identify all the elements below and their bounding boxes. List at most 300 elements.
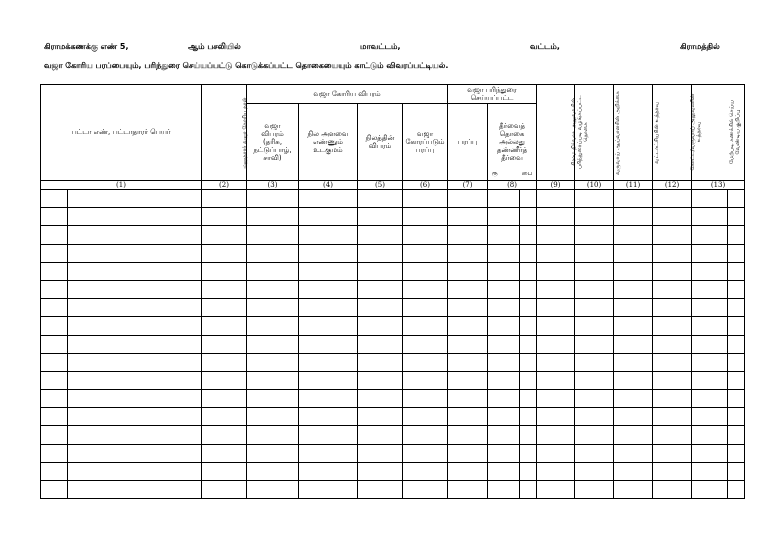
table-cell xyxy=(575,371,614,389)
table-cell xyxy=(575,299,614,317)
table-cell xyxy=(299,353,358,371)
table-cell xyxy=(403,371,448,389)
table-cell xyxy=(575,262,614,280)
col-patta-name: பட்டா எண், பட்டாதாரர் பெயர் xyxy=(41,85,202,181)
table-cell xyxy=(575,462,614,480)
table-cell xyxy=(68,190,202,208)
table-cell xyxy=(520,280,537,298)
table-cell xyxy=(202,299,247,317)
table-cell xyxy=(403,190,448,208)
table-cell xyxy=(358,390,403,408)
table-cell xyxy=(537,353,575,371)
table-cell xyxy=(41,244,68,262)
table-cell xyxy=(728,426,745,444)
table-cell xyxy=(488,371,520,389)
table-cell xyxy=(614,426,653,444)
table-cell xyxy=(247,462,299,480)
table-cell xyxy=(358,371,403,389)
column-number: (5) xyxy=(358,181,403,190)
table-cell xyxy=(537,335,575,353)
table-cell xyxy=(247,371,299,389)
table-cell xyxy=(520,353,537,371)
table-cell xyxy=(403,262,448,280)
table-cell xyxy=(68,280,202,298)
table-row xyxy=(41,390,745,408)
table-cell xyxy=(537,390,575,408)
table-cell xyxy=(403,335,448,353)
table-cell xyxy=(202,408,247,426)
table-cell xyxy=(692,353,728,371)
table-cell xyxy=(202,371,247,389)
table-cell xyxy=(299,444,358,462)
table-cell xyxy=(448,408,488,426)
header-village: கிராமத்தில் xyxy=(680,42,720,51)
table-cell xyxy=(41,481,68,499)
table-cell xyxy=(575,426,614,444)
table-cell xyxy=(614,444,653,462)
table-cell xyxy=(247,244,299,262)
table-cell xyxy=(358,353,403,371)
table-cell xyxy=(488,190,520,208)
table-cell xyxy=(520,462,537,480)
table-cell xyxy=(299,280,358,298)
table-cell xyxy=(403,317,448,335)
table-cell xyxy=(299,317,358,335)
table-cell xyxy=(488,462,520,480)
table-row xyxy=(41,190,745,208)
table-cell xyxy=(614,408,653,426)
table-cell xyxy=(403,462,448,480)
table-cell xyxy=(653,390,692,408)
table-cell xyxy=(728,353,745,371)
table-row xyxy=(41,371,745,389)
table-cell xyxy=(575,208,614,226)
table-cell xyxy=(358,280,403,298)
table-cell xyxy=(575,280,614,298)
table-cell xyxy=(68,299,202,317)
table-cell xyxy=(520,408,537,426)
table-cell xyxy=(358,444,403,462)
table-cell xyxy=(68,390,202,408)
col-area-claimed: வஜா கோரப்படும் பரப்பு xyxy=(403,104,448,181)
table-cell xyxy=(299,462,358,480)
header-district: மாவட்டம், xyxy=(360,42,401,51)
table-cell xyxy=(41,317,68,335)
table-cell xyxy=(614,317,653,335)
table-row xyxy=(41,335,745,353)
table-cell xyxy=(358,335,403,353)
table-cell xyxy=(448,353,488,371)
column-number: (2) xyxy=(202,181,247,190)
rupee-label: ரூ xyxy=(492,170,498,178)
table-cell xyxy=(202,190,247,208)
table-cell xyxy=(403,299,448,317)
table-cell xyxy=(448,317,488,335)
table-cell xyxy=(575,481,614,499)
table-cell xyxy=(247,262,299,280)
table-cell xyxy=(68,462,202,480)
table-cell xyxy=(68,262,202,280)
table-cell xyxy=(202,262,247,280)
table-cell xyxy=(358,262,403,280)
table-cell xyxy=(488,481,520,499)
table-cell xyxy=(41,280,68,298)
table-cell xyxy=(575,353,614,371)
column-number: (11) xyxy=(614,181,653,190)
table-cell xyxy=(247,317,299,335)
table-cell xyxy=(299,262,358,280)
table-cell xyxy=(202,280,247,298)
table-cell xyxy=(520,190,537,208)
table-cell xyxy=(488,244,520,262)
table-cell xyxy=(41,444,68,462)
table-cell xyxy=(728,408,745,426)
table-cell xyxy=(68,226,202,244)
table-cell xyxy=(488,335,520,353)
header-taluk: வட்டம், xyxy=(530,42,560,51)
table-cell xyxy=(692,462,728,480)
table-cell xyxy=(653,408,692,426)
table-cell xyxy=(488,280,520,298)
table-cell xyxy=(520,335,537,353)
table-cell xyxy=(520,317,537,335)
table-cell xyxy=(358,408,403,426)
header-fasli: ஆம் பசலியில் xyxy=(188,42,241,51)
table-cell xyxy=(247,481,299,499)
table-cell xyxy=(41,299,68,317)
table-cell xyxy=(488,444,520,462)
table-cell xyxy=(692,190,728,208)
table-cell xyxy=(247,226,299,244)
table-cell xyxy=(575,444,614,462)
table-cell xyxy=(41,208,68,226)
table-cell xyxy=(488,208,520,226)
table-cell xyxy=(520,244,537,262)
table-cell xyxy=(448,426,488,444)
table-cell xyxy=(202,244,247,262)
table-cell xyxy=(653,371,692,389)
table-cell xyxy=(728,371,745,389)
table-cell xyxy=(653,299,692,317)
table-cell xyxy=(614,244,653,262)
table-cell xyxy=(692,317,728,335)
table-cell xyxy=(728,244,745,262)
table-cell xyxy=(614,262,653,280)
table-cell xyxy=(575,408,614,426)
table-cell xyxy=(358,481,403,499)
table-cell xyxy=(202,462,247,480)
col-ri-report: வருவாய் ஆய்வாளரின் அறிக்கை xyxy=(575,85,614,181)
table-cell xyxy=(520,444,537,462)
table-cell xyxy=(41,353,68,371)
table-row xyxy=(41,317,745,335)
table-cell xyxy=(41,371,68,389)
table-cell xyxy=(537,426,575,444)
table-row xyxy=(41,299,745,317)
table-cell xyxy=(41,408,68,426)
table-cell xyxy=(692,262,728,280)
table-cell xyxy=(537,208,575,226)
table-cell xyxy=(247,408,299,426)
table-cell xyxy=(537,371,575,389)
table-cell xyxy=(41,335,68,353)
table-cell xyxy=(728,481,745,499)
column-number: (7) xyxy=(448,181,488,190)
column-number: (6) xyxy=(403,181,448,190)
table-cell xyxy=(41,426,68,444)
table-cell xyxy=(653,226,692,244)
table-cell xyxy=(728,335,745,353)
table-cell xyxy=(448,244,488,262)
table-cell xyxy=(653,317,692,335)
table-row xyxy=(41,408,745,426)
table-cell xyxy=(247,426,299,444)
table-cell xyxy=(728,390,745,408)
table-cell xyxy=(653,280,692,298)
table-cell xyxy=(537,408,575,426)
table-cell xyxy=(614,390,653,408)
header-description: வஜா கோரிய பரப்பையும், பரிந்துரை செய்யப்பட்டு கொடுக்கப்பட்ட தொகையையும் காட்டும் விவரப்பட்டியல். xyxy=(44,61,449,70)
table-cell xyxy=(728,208,745,226)
table-cell xyxy=(448,462,488,480)
table-cell xyxy=(68,335,202,353)
table-cell xyxy=(537,226,575,244)
table-cell xyxy=(614,208,653,226)
col-area-recommended: பரப்பு xyxy=(448,104,488,181)
table-cell xyxy=(403,408,448,426)
table-cell xyxy=(448,390,488,408)
table-cell xyxy=(692,208,728,226)
table-cell xyxy=(520,481,537,499)
table-cell xyxy=(358,426,403,444)
table-cell xyxy=(653,208,692,226)
table-cell xyxy=(728,462,745,480)
table-cell xyxy=(728,262,745,280)
table-cell xyxy=(488,353,520,371)
table-cell xyxy=(692,426,728,444)
table-cell xyxy=(537,444,575,462)
table-cell xyxy=(614,481,653,499)
table-cell xyxy=(614,353,653,371)
table-row xyxy=(41,226,745,244)
table-cell xyxy=(247,390,299,408)
table-cell xyxy=(614,371,653,389)
table-cell xyxy=(575,190,614,208)
table-cell xyxy=(448,299,488,317)
table-cell xyxy=(728,280,745,298)
table-cell xyxy=(358,226,403,244)
table-cell xyxy=(653,262,692,280)
table-cell xyxy=(728,317,745,335)
table-cell xyxy=(653,190,692,208)
table-cell xyxy=(448,481,488,499)
table-cell xyxy=(299,426,358,444)
table-cell xyxy=(202,317,247,335)
table-cell xyxy=(614,226,653,244)
table-cell xyxy=(692,280,728,298)
column-number: (12) xyxy=(653,181,692,190)
table-cell xyxy=(575,317,614,335)
table-cell xyxy=(202,444,247,462)
col-tahsildar-order: வட்டாட்சியரின் உத்தரவு xyxy=(614,85,653,181)
table-cell xyxy=(614,280,653,298)
table-cell xyxy=(653,244,692,262)
table-cell xyxy=(728,299,745,317)
table-cell xyxy=(403,353,448,371)
table-cell xyxy=(575,244,614,262)
col-claim-date: மனுதாரர் வஜா கோரிய நாள் xyxy=(202,85,247,181)
table-cell xyxy=(358,299,403,317)
table-cell xyxy=(520,426,537,444)
table-cell xyxy=(537,244,575,262)
table-cell xyxy=(488,426,520,444)
table-cell xyxy=(202,353,247,371)
column-number: (3) xyxy=(247,181,299,190)
table-cell xyxy=(448,208,488,226)
table-cell xyxy=(614,462,653,480)
col-rdo-order: கோட்ட/வருவாய் அலுவலரின் உத்தரவு xyxy=(653,85,692,181)
table-cell xyxy=(692,408,728,426)
table-cell xyxy=(68,408,202,426)
table-cell xyxy=(403,280,448,298)
table-cell xyxy=(537,262,575,280)
table-cell xyxy=(68,481,202,499)
table-cell xyxy=(520,299,537,317)
col-assessment-amount: தீர்வைத் தொகை அல்லது தண்ணீர்த் தீர்வை ரூ பை xyxy=(488,104,537,181)
table-cell xyxy=(202,426,247,444)
table-cell xyxy=(520,226,537,244)
table-row xyxy=(41,444,745,462)
col-waiver-type: வஜா விபரம் (தரிசு, நட்டுப்பாழ், சாவி) xyxy=(247,104,299,181)
table-cell xyxy=(41,190,68,208)
table-cell xyxy=(403,426,448,444)
table-cell xyxy=(202,226,247,244)
table-cell xyxy=(358,208,403,226)
table-cell xyxy=(653,353,692,371)
table-cell xyxy=(653,444,692,462)
table-cell xyxy=(247,335,299,353)
table-cell xyxy=(537,481,575,499)
table-cell xyxy=(448,262,488,280)
col-remarks: மேற்படி கணக்கில் செய்ய வேண்டிய குறிப்பு xyxy=(692,85,745,181)
table-cell xyxy=(41,226,68,244)
group-waiver-details: வஜா கோரிய விபரம் xyxy=(247,85,448,104)
table-cell xyxy=(488,390,520,408)
header-village-account-no: கிராமக்கணக்கு எண் 5, xyxy=(44,42,129,51)
table-cell xyxy=(403,481,448,499)
table-cell xyxy=(403,444,448,462)
table-cell xyxy=(537,280,575,298)
table-row xyxy=(41,481,745,499)
table-row xyxy=(41,462,745,480)
table-cell xyxy=(448,371,488,389)
table-cell xyxy=(358,190,403,208)
table-cell xyxy=(653,426,692,444)
table-cell xyxy=(614,299,653,317)
table-cell xyxy=(692,226,728,244)
table-cell xyxy=(488,317,520,335)
table-cell xyxy=(575,226,614,244)
column-number: (1) xyxy=(41,181,202,190)
table-cell xyxy=(68,317,202,335)
table-cell xyxy=(68,444,202,462)
table-cell xyxy=(448,190,488,208)
table-row xyxy=(41,244,745,262)
table-cell xyxy=(299,408,358,426)
table-cell xyxy=(202,481,247,499)
register-table xyxy=(40,84,745,499)
table-cell xyxy=(299,390,358,408)
table-cell xyxy=(247,353,299,371)
table-cell xyxy=(614,335,653,353)
table-cell xyxy=(247,208,299,226)
table-cell xyxy=(614,190,653,208)
table-cell xyxy=(488,299,520,317)
table-cell xyxy=(68,244,202,262)
table-cell xyxy=(299,208,358,226)
table-row xyxy=(41,426,745,444)
table-cell xyxy=(728,190,745,208)
table-cell xyxy=(728,226,745,244)
table-cell xyxy=(520,208,537,226)
table-cell xyxy=(575,390,614,408)
table-cell xyxy=(537,299,575,317)
table-cell xyxy=(488,408,520,426)
table-cell xyxy=(68,426,202,444)
paise-label: பை xyxy=(521,170,533,178)
table-cell xyxy=(653,462,692,480)
table-cell xyxy=(403,244,448,262)
table-cell xyxy=(488,262,520,280)
col-land-details: நிலத்தின் விபரம் xyxy=(358,104,403,181)
table-cell xyxy=(68,371,202,389)
table-cell xyxy=(247,444,299,462)
table-cell xyxy=(247,190,299,208)
table-cell xyxy=(358,462,403,480)
table-cell xyxy=(247,280,299,298)
column-number: (9) xyxy=(537,181,575,190)
table-row xyxy=(41,208,745,226)
table-cell xyxy=(537,317,575,335)
table-cell xyxy=(299,481,358,499)
column-number-row xyxy=(41,181,745,190)
table-cell xyxy=(520,390,537,408)
table-cell xyxy=(692,371,728,389)
table-cell xyxy=(488,226,520,244)
table-cell xyxy=(520,371,537,389)
column-number: (4) xyxy=(299,181,358,190)
table-row xyxy=(41,353,745,371)
table-row xyxy=(41,280,745,298)
table-cell xyxy=(692,244,728,262)
table-cell xyxy=(41,390,68,408)
table-cell xyxy=(448,226,488,244)
table-cell xyxy=(68,353,202,371)
table-row xyxy=(41,262,745,280)
table-cell xyxy=(692,444,728,462)
table-cell xyxy=(692,390,728,408)
table-cell xyxy=(299,371,358,389)
table-cell xyxy=(653,335,692,353)
table-cell xyxy=(299,190,358,208)
table-cell xyxy=(575,335,614,353)
table-cell xyxy=(537,462,575,480)
col-vao-amount: கிராம நிர்வாக அலுவலரின் பரிந்துரைப்படி வழங்கப்பட்ட தொகை xyxy=(537,85,575,181)
column-number: (10) xyxy=(575,181,614,190)
col-survey-no: நில அளவை எண்ணும் உடகுமம் xyxy=(299,104,358,181)
table-cell xyxy=(448,444,488,462)
table-cell xyxy=(202,335,247,353)
